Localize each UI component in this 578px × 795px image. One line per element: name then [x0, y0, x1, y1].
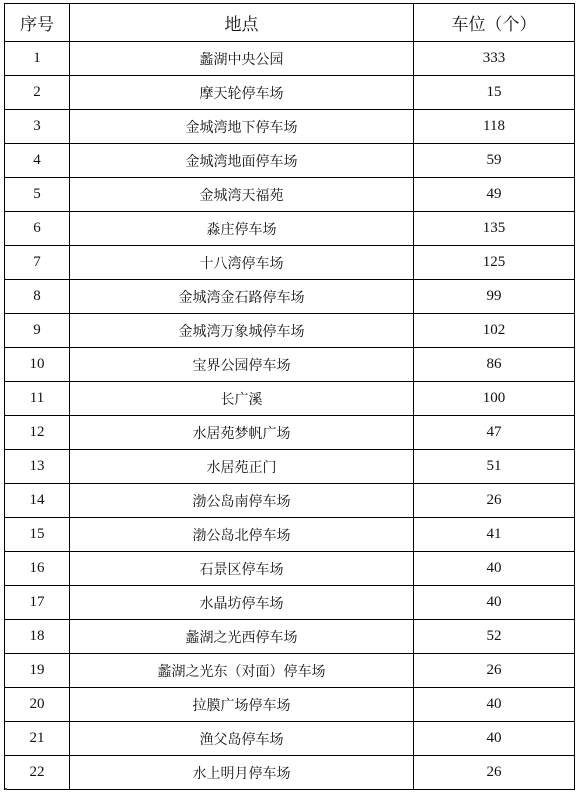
spaces-cell: 135 [414, 212, 575, 246]
index-cell: 20 [5, 688, 70, 722]
location-cell: 摩天轮停车场 [70, 76, 414, 110]
table-row [5, 484, 575, 518]
index-cell: 6 [5, 212, 70, 246]
table-row [5, 76, 575, 110]
location-cell: 金城湾金石路停车场 [70, 280, 414, 314]
header-spaces: 车位（个） [414, 4, 575, 42]
index-cell: 7 [5, 246, 70, 280]
spaces-cell: 47 [414, 416, 575, 450]
table-row [5, 722, 575, 756]
location-cell: 水居苑正门 [70, 450, 414, 484]
index-cell: 13 [5, 450, 70, 484]
index-cell: 14 [5, 484, 70, 518]
spaces-cell: 15 [414, 76, 575, 110]
table-row [5, 688, 575, 722]
location-cell: 十八湾停车场 [70, 246, 414, 280]
location-cell: 金城湾地下停车场 [70, 110, 414, 144]
table-row [5, 280, 575, 314]
location-cell: 渤公岛南停车场 [70, 484, 414, 518]
table-row [5, 314, 575, 348]
spaces-cell: 100 [414, 382, 575, 416]
header-row [5, 4, 575, 42]
location-cell: 石景区停车场 [70, 552, 414, 586]
header-index: 序号 [5, 4, 70, 42]
table-row [5, 110, 575, 144]
index-cell: 22 [5, 756, 70, 790]
index-cell: 21 [5, 722, 70, 756]
location-cell: 金城湾万象城停车场 [70, 314, 414, 348]
index-cell: 11 [5, 382, 70, 416]
location-cell: 金城湾天福苑 [70, 178, 414, 212]
table-row [5, 382, 575, 416]
spaces-cell: 40 [414, 688, 575, 722]
location-cell: 拉膜广场停车场 [70, 688, 414, 722]
index-cell: 8 [5, 280, 70, 314]
spaces-cell: 99 [414, 280, 575, 314]
table-row [5, 348, 575, 382]
table-row [5, 144, 575, 178]
table-row [5, 212, 575, 246]
spaces-cell: 59 [414, 144, 575, 178]
index-cell: 1 [5, 42, 70, 76]
spaces-cell: 49 [414, 178, 575, 212]
index-cell: 4 [5, 144, 70, 178]
location-cell: 蠡湖之光西停车场 [70, 620, 414, 654]
location-cell: 淼庄停车场 [70, 212, 414, 246]
index-cell: 9 [5, 314, 70, 348]
table-body [5, 42, 575, 790]
location-cell: 长广溪 [70, 382, 414, 416]
spaces-cell: 40 [414, 552, 575, 586]
spaces-cell: 102 [414, 314, 575, 348]
location-cell: 水居苑梦帆广场 [70, 416, 414, 450]
index-cell: 18 [5, 620, 70, 654]
table-row [5, 654, 575, 688]
spaces-cell: 118 [414, 110, 575, 144]
index-cell: 17 [5, 586, 70, 620]
location-cell: 蠡湖中央公园 [70, 42, 414, 76]
index-cell: 15 [5, 518, 70, 552]
spaces-cell: 26 [414, 756, 575, 790]
table-row [5, 552, 575, 586]
location-cell: 渔父岛停车场 [70, 722, 414, 756]
spaces-cell: 125 [414, 246, 575, 280]
spaces-cell: 40 [414, 722, 575, 756]
spaces-cell: 40 [414, 586, 575, 620]
table-row [5, 518, 575, 552]
index-cell: 5 [5, 178, 70, 212]
index-cell: 16 [5, 552, 70, 586]
location-cell: 水上明月停车场 [70, 756, 414, 790]
spaces-cell: 26 [414, 654, 575, 688]
index-cell: 2 [5, 76, 70, 110]
table-row [5, 756, 575, 790]
location-cell: 水晶坊停车场 [70, 586, 414, 620]
table-row [5, 42, 575, 76]
location-cell: 渤公岛北停车场 [70, 518, 414, 552]
table-row [5, 416, 575, 450]
spaces-cell: 333 [414, 42, 575, 76]
index-cell: 19 [5, 654, 70, 688]
spaces-cell: 52 [414, 620, 575, 654]
index-cell: 3 [5, 110, 70, 144]
index-cell: 10 [5, 348, 70, 382]
table-header [5, 4, 575, 42]
spaces-cell: 41 [414, 518, 575, 552]
table-row [5, 178, 575, 212]
table-row [5, 586, 575, 620]
location-cell: 宝界公园停车场 [70, 348, 414, 382]
spaces-cell: 86 [414, 348, 575, 382]
parking-table [4, 3, 575, 790]
table-row [5, 246, 575, 280]
location-cell: 金城湾地面停车场 [70, 144, 414, 178]
table-row [5, 620, 575, 654]
header-location: 地点 [70, 4, 414, 42]
index-cell: 12 [5, 416, 70, 450]
spaces-cell: 51 [414, 450, 575, 484]
paragraph-mark [5, 788, 7, 790]
location-cell: 蠡湖之光东（对面）停车场 [70, 654, 414, 688]
spaces-cell: 26 [414, 484, 575, 518]
table-row [5, 450, 575, 484]
